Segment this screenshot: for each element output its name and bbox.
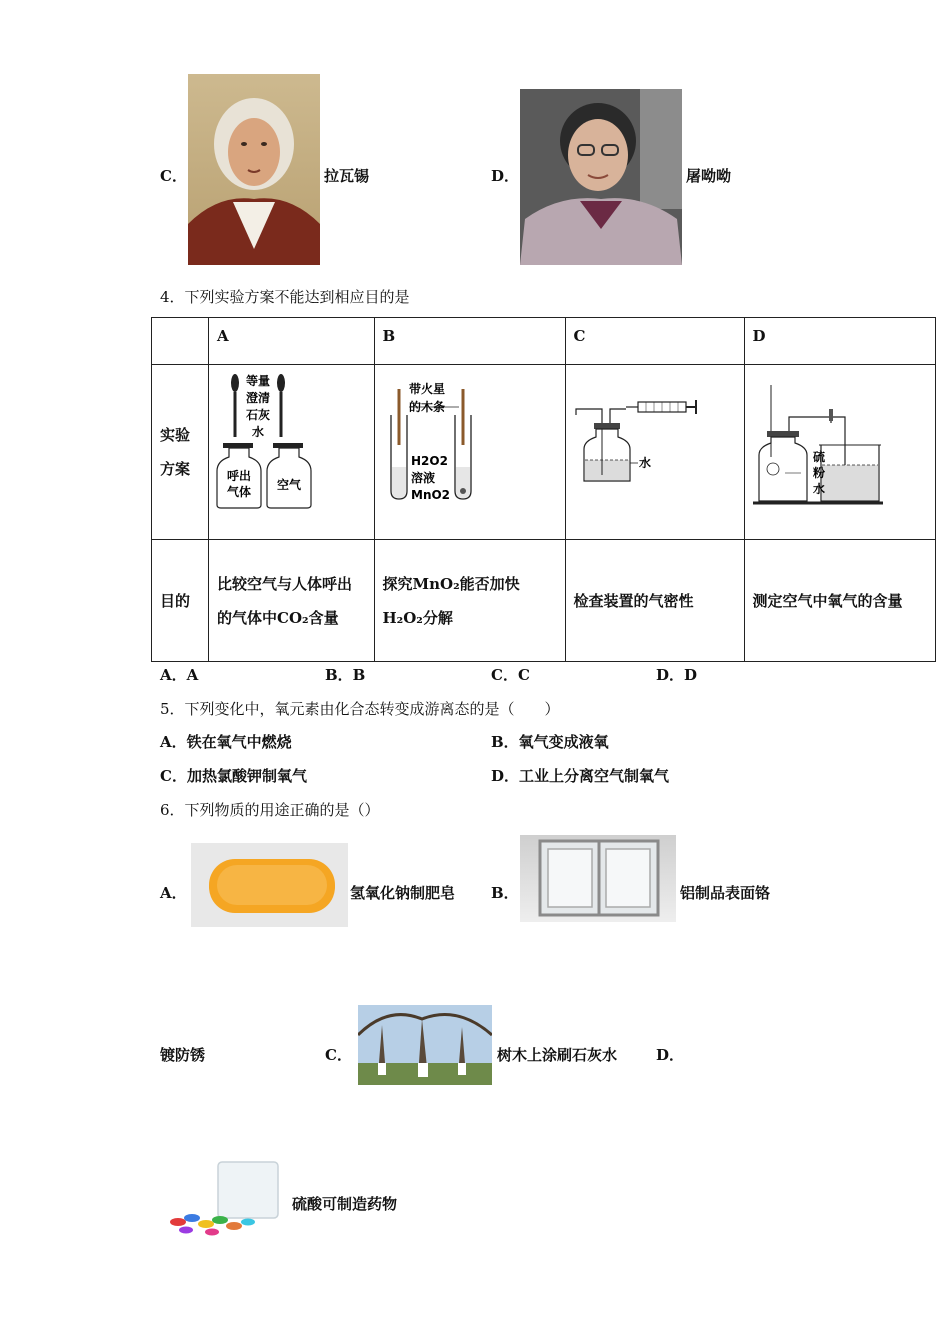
figure-c-syringe-bottle (566, 365, 744, 535)
q3-option-c-name: 拉瓦锡 (324, 167, 370, 185)
q3-option-d-label: D． (491, 167, 520, 185)
q4-option-b: B．B (325, 666, 366, 684)
svg-text:H2O2: H2O2 (410, 454, 448, 468)
svg-text:带火星: 带火星 (408, 382, 445, 396)
svg-text:水: 水 (812, 482, 825, 496)
svg-text:等量: 等量 (245, 374, 271, 388)
goal-b: 探究MnO₂能否加快H₂O₂分解 (374, 540, 565, 662)
goal-d: 测定空气中氧气的含量 (744, 540, 936, 662)
svg-text:粉: 粉 (812, 466, 825, 480)
svg-text:石灰: 石灰 (245, 408, 271, 422)
medicine-pills-image (162, 1160, 282, 1236)
header-a: A (209, 318, 375, 365)
q4-option-d: D．D (656, 666, 698, 684)
q3-option-c-label: C． (160, 167, 187, 185)
q6-option-d-label: D． (656, 1046, 685, 1064)
figure-a-bottles (209, 365, 373, 535)
goal-a: 比较空气与人体呼出的气体中CO₂含量 (209, 540, 375, 662)
q6-option-c-text: 树木上涂刷石灰水 (497, 1046, 618, 1064)
q4-stem: 4．下列实验方案不能达到相应目的是 (160, 288, 410, 306)
header-c: C (565, 318, 744, 365)
header-blank (152, 318, 209, 365)
goal-c: 检查装置的气密性 (565, 540, 744, 662)
tu-youyou-photo (520, 89, 682, 265)
figure-a-cell (209, 365, 375, 540)
svg-text:空气: 空气 (276, 478, 302, 492)
svg-text:硫: 硫 (812, 450, 825, 464)
q6-option-d-text: 硫酸可制造药物 (292, 1195, 398, 1213)
q5-option-b: B．氧气变成液氧 (491, 733, 609, 751)
whitewashed-trees-image (358, 1005, 492, 1085)
svg-text:气体: 气体 (226, 485, 252, 499)
figure-b-test-tubes (375, 365, 565, 535)
q4-option-c: C．C (491, 666, 530, 684)
q3-option-d-name: 屠呦呦 (686, 167, 732, 185)
figure-b-cell (374, 365, 565, 540)
svg-text:澄清: 澄清 (245, 391, 271, 405)
experiment-table (151, 317, 936, 662)
svg-text:的木条: 的木条 (408, 400, 445, 414)
svg-text:水: 水 (251, 425, 265, 439)
svg-text:溶液: 溶液 (410, 471, 435, 485)
row-label-goal: 目的 (152, 540, 209, 662)
q6-stem: 6．下列物质的用途正确的是（） (160, 801, 380, 819)
row-label-plan: 实验方案 (152, 365, 209, 540)
aluminum-window-image (520, 835, 676, 922)
lavoisier-portrait (188, 74, 320, 265)
q5-option-a: A．铁在氧气中燃烧 (160, 733, 292, 751)
figure-d-sulfur-beaker (745, 365, 935, 535)
q6-option-b-label: B． (491, 884, 519, 902)
q6-option-a-label: A． (160, 884, 187, 902)
header-d: D (744, 318, 936, 365)
svg-text:MnO2: MnO2 (410, 488, 450, 502)
q6-option-b-text-cont: 镀防锈 (160, 1046, 206, 1064)
q4-option-a: A．A (160, 666, 199, 684)
figure-d-cell (744, 365, 936, 540)
svg-text:水: 水 (638, 456, 651, 470)
soap-image (191, 843, 348, 927)
figure-c-cell (565, 365, 744, 540)
q6-option-c-label: C． (325, 1046, 352, 1064)
q5-stem: 5．下列变化中，氧元素由化合态转变成游离态的是（ ） (160, 700, 560, 718)
q5-option-d: D．工业上分离空气制氧气 (491, 767, 670, 785)
q6-option-a-text: 氢氧化钠制肥皂 (350, 884, 456, 902)
svg-text:呼出: 呼出 (226, 469, 252, 483)
header-b: B (374, 318, 565, 365)
q6-option-b-text: 铝制品表面铬 (680, 884, 771, 902)
q5-option-c: C．加热氯酸钾制氧气 (160, 767, 307, 785)
